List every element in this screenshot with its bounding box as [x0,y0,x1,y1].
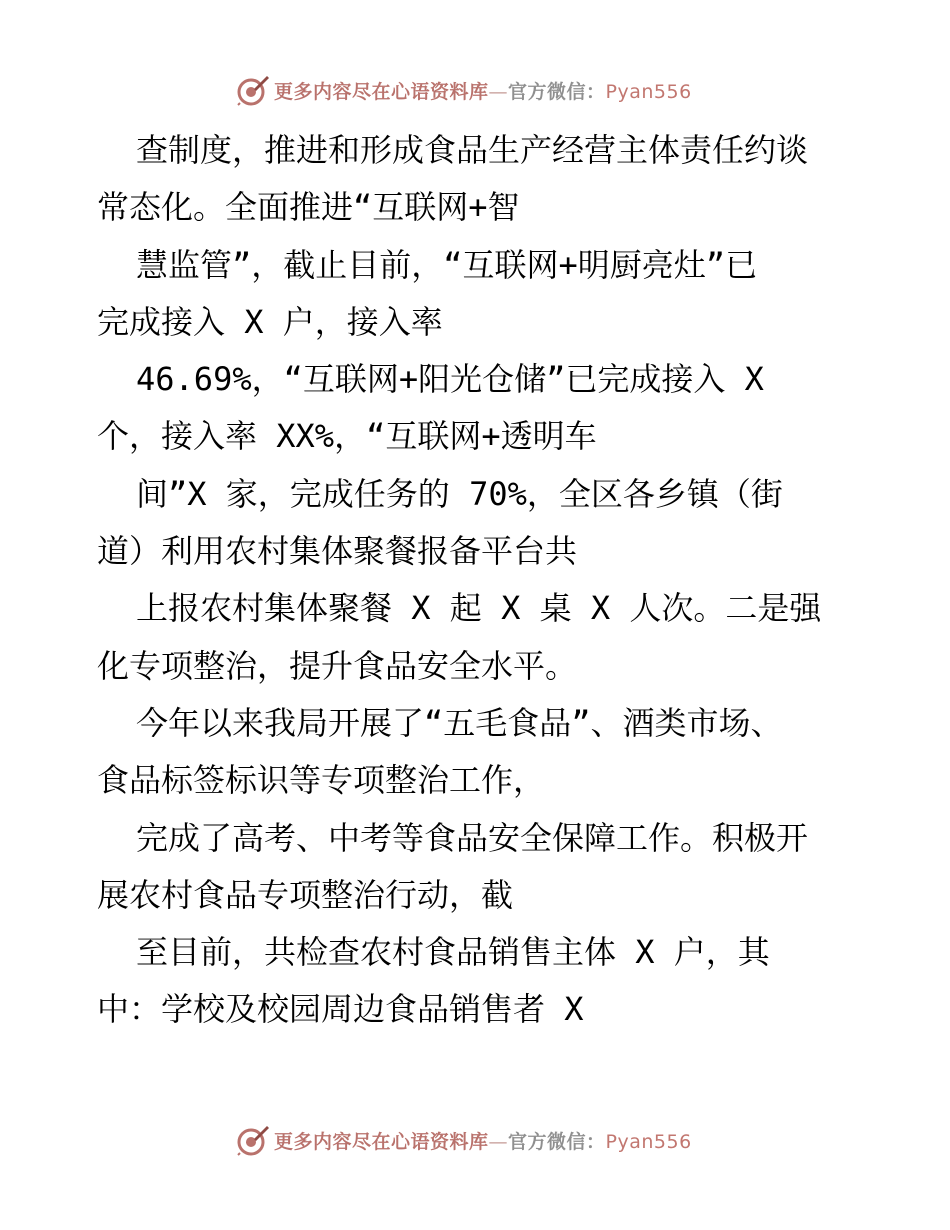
text-line: 间”X 家，完成任务的 70%，全区各乡镇（街 [136,474,783,513]
text-line: 查制度，推进和形成食品生产经营主体责任约谈 [136,131,809,169]
text-line: 今年以来我局开展了“五毛食品”、酒类市场、 [136,703,783,742]
text-line: 完成了高考、中考等食品安全保障工作。积极开 [136,818,809,857]
text-line: 常态化。全面推进“互联网+智 [97,188,520,227]
text-line: 慧监管”，截止目前，“互联网+明厨亮灶”已 [136,245,758,284]
text-line: 上报农村集体聚餐 X 起 X 桌 X 人次。二是强 [136,589,822,628]
watermark-wechat-id: Pyan556 [605,80,692,103]
text-line: 中：学校及校园周边食品销售者 X [97,990,584,1029]
text-line: 个，接入率 XX%，“互联网+透明车 [97,417,597,456]
watermark-separator: — [488,80,509,103]
header-watermark [236,72,692,108]
text-line: 完成接入 X 户，接入率 [97,302,443,341]
text-line: 46.69%，“互联网+阳光仓储”已完成接入 X [136,360,764,399]
footer-watermark [236,1122,692,1158]
text-line: 化专项整治，提升食品安全水平。 [97,646,578,685]
pen-logo-icon [236,73,270,107]
text-line: 食品标签标识等专项整治工作， [97,761,546,800]
watermark-separator: — [488,1130,509,1153]
watermark-text [274,77,692,104]
watermark-title: 更多内容尽在心语资料库 [274,80,489,103]
document-body [97,122,897,1039]
watermark-contact-label: 官方微信： [508,80,606,103]
watermark-title: 更多内容尽在心语资料库 [274,1130,489,1153]
pen-logo-icon [236,1123,270,1157]
text-line: 道）利用农村集体聚餐报备平台共 [97,532,578,571]
text-line: 展农村食品专项整治行动，截 [97,875,514,914]
watermark-text [274,1127,692,1154]
watermark-wechat-id: Pyan556 [605,1130,692,1153]
text-line: 至目前，共检查农村食品销售主体 X 户，其 [136,933,770,972]
watermark-contact-label: 官方微信： [508,1130,606,1153]
